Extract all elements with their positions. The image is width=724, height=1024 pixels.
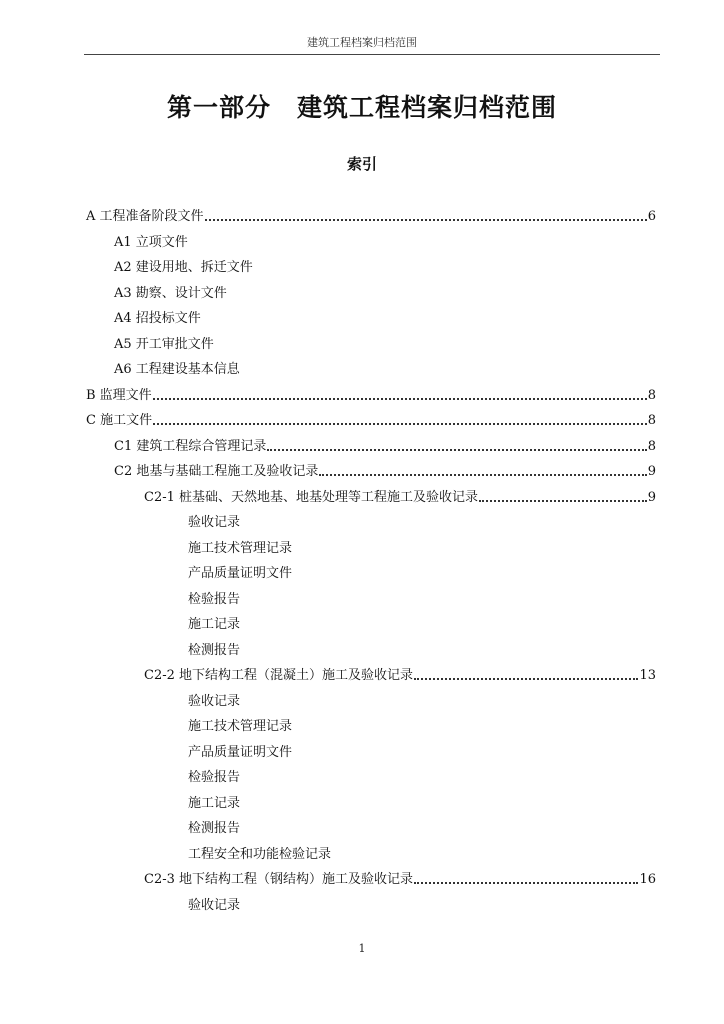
toc-entry-label: 验收记录 xyxy=(188,515,241,530)
toc-dot-leader xyxy=(153,397,647,400)
toc-dot-leader xyxy=(319,473,646,476)
toc-entry-label: C2-2 地下结构工程（混凝土）施工及验收记录 xyxy=(144,668,414,683)
header-rule xyxy=(84,54,660,55)
toc-entry[interactable] xyxy=(86,765,656,791)
toc-entry-label: 检测报告 xyxy=(188,642,241,658)
toc-entry[interactable] xyxy=(86,561,656,587)
toc-entry[interactable] xyxy=(86,663,656,689)
toc-entry-label: 验收记录 xyxy=(188,897,241,913)
toc-entry[interactable] xyxy=(86,332,656,358)
toc-entry[interactable] xyxy=(86,281,656,307)
toc-entry-label: A4 招投标文件 xyxy=(114,311,201,326)
toc-entry-label: A2 建设用地、拆迁文件 xyxy=(114,260,253,275)
toc-dot-leader xyxy=(414,677,638,680)
toc-entry[interactable] xyxy=(86,638,656,664)
toc-entry[interactable] xyxy=(86,714,656,740)
toc-entry[interactable] xyxy=(86,867,656,893)
toc-entry-label: A5 开工审批文件 xyxy=(114,336,214,352)
page-number: 1 xyxy=(358,942,366,955)
toc-entry-label: C1 建筑工程综合管理记录 xyxy=(114,438,267,454)
toc-entry-label: 工程安全和功能检验记录 xyxy=(188,846,332,862)
toc-page-number: 8 xyxy=(647,438,656,454)
running-header: 建筑工程档案归档范围 xyxy=(307,36,417,49)
toc-entry[interactable] xyxy=(86,816,656,842)
toc-entry[interactable] xyxy=(86,536,656,562)
toc-page-number: 8 xyxy=(647,387,656,403)
toc-entry-label: A1 立项文件 xyxy=(114,234,188,250)
toc-entry-label: C 施工文件 xyxy=(86,413,153,428)
toc-entry-label: 产品质量证明文件 xyxy=(188,566,293,581)
toc-entry-label: C2-1 桩基础、天然地基、地基处理等工程施工及验收记录 xyxy=(144,489,479,505)
toc-entry[interactable] xyxy=(86,306,656,332)
toc-entry-label: 施工技术管理记录 xyxy=(188,719,293,734)
toc-page-number: 16 xyxy=(639,872,656,887)
toc-page-number: 13 xyxy=(639,668,656,683)
toc-entry-label: 施工记录 xyxy=(188,617,241,632)
index-heading: 索引 xyxy=(346,155,377,173)
toc-entry[interactable] xyxy=(86,255,656,281)
toc-page-number: 8 xyxy=(647,413,656,428)
toc-dot-leader xyxy=(479,499,647,502)
table-of-contents xyxy=(86,204,656,918)
toc-dot-leader xyxy=(267,448,646,451)
toc-entry-label: 检验报告 xyxy=(188,770,241,785)
toc-dot-leader xyxy=(414,881,638,884)
toc-entry-label: A6 工程建设基本信息 xyxy=(114,362,240,377)
toc-page-number: 6 xyxy=(647,209,656,224)
toc-entry[interactable] xyxy=(86,842,656,868)
toc-entry[interactable] xyxy=(86,230,656,256)
toc-entry-label: 施工技术管理记录 xyxy=(188,540,293,556)
toc-entry[interactable] xyxy=(86,408,656,434)
page-title: 第一部分 建筑工程档案归档范围 xyxy=(166,93,557,122)
toc-entry-label: A3 勘察、设计文件 xyxy=(114,285,227,301)
toc-entry-label: C2 地基与基础工程施工及验收记录 xyxy=(114,464,319,479)
toc-entry[interactable] xyxy=(86,689,656,715)
toc-dot-leader xyxy=(153,422,647,425)
toc-entry-label: 产品质量证明文件 xyxy=(188,744,293,760)
toc-entry[interactable] xyxy=(86,434,656,460)
toc-entry[interactable] xyxy=(86,587,656,613)
toc-entry[interactable] xyxy=(86,357,656,383)
toc-dot-leader xyxy=(205,218,647,221)
toc-entry-label: C2-3 地下结构工程（钢结构）施工及验收记录 xyxy=(144,872,414,887)
toc-entry[interactable] xyxy=(86,459,656,485)
toc-entry-label: 检验报告 xyxy=(188,591,241,607)
toc-entry[interactable] xyxy=(86,485,656,511)
toc-entry[interactable] xyxy=(86,510,656,536)
toc-entry-label: B 监理文件 xyxy=(86,387,152,403)
toc-entry-label: 施工记录 xyxy=(188,795,241,811)
toc-entry[interactable] xyxy=(86,383,656,409)
toc-entry-label: 检测报告 xyxy=(188,821,241,836)
toc-page-number: 9 xyxy=(647,489,656,505)
toc-entry[interactable] xyxy=(86,612,656,638)
toc-entry[interactable] xyxy=(86,791,656,817)
toc-entry-label: A 工程准备阶段文件 xyxy=(86,209,204,224)
toc-entry-label: 验收记录 xyxy=(188,693,241,709)
toc-entry[interactable] xyxy=(86,740,656,766)
toc-entry[interactable] xyxy=(86,893,656,919)
toc-page-number: 9 xyxy=(647,464,656,479)
toc-entry[interactable] xyxy=(86,204,656,230)
